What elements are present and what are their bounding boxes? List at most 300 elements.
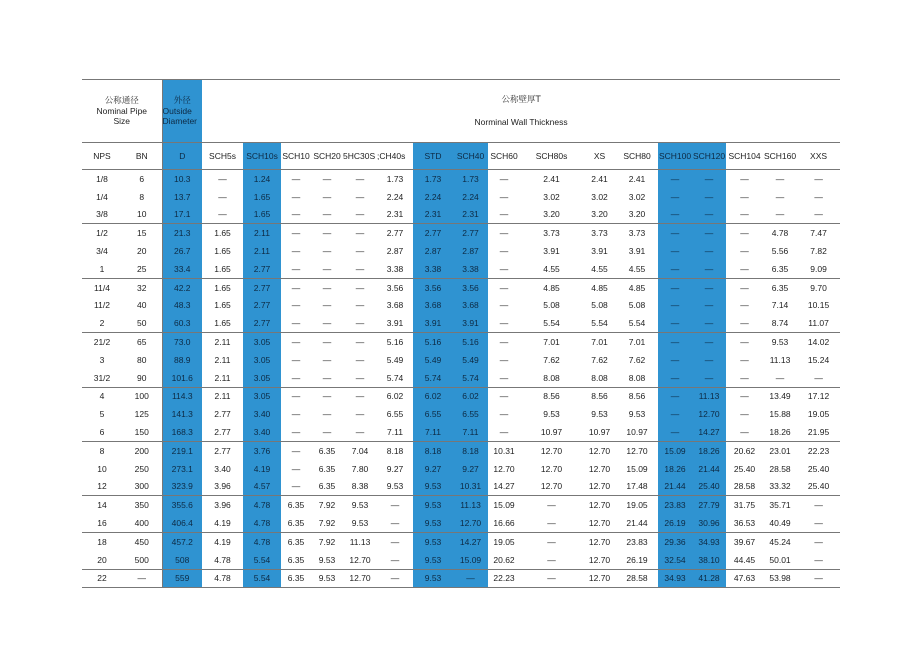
table-cell: 2.77	[243, 314, 281, 332]
table-cell: 3.76	[243, 441, 281, 459]
table-cell: 9.53	[386, 481, 404, 492]
table-cell: —	[499, 263, 509, 274]
table-cell: —	[291, 372, 301, 383]
table-cell: 3/4	[96, 246, 108, 257]
table-cell: 5.74	[413, 369, 453, 387]
table-cell: 1.73	[453, 170, 488, 188]
table-cell: —	[291, 354, 301, 365]
table-cell: —	[281, 278, 311, 296]
table-cell: —	[775, 209, 785, 220]
table-cell: 15.24	[807, 354, 830, 365]
table-cell: 12	[97, 481, 107, 492]
table-cell: —	[488, 333, 520, 351]
table-cell: 6.55	[413, 405, 453, 423]
table-cell: —	[218, 173, 227, 184]
table-cell: 50.01	[769, 554, 791, 565]
table-cell: —	[390, 554, 400, 565]
table-cell: 7.62	[543, 354, 560, 365]
table-cell: 10	[122, 206, 162, 224]
table-row	[82, 423, 840, 441]
table-cell: 1.65	[202, 224, 243, 242]
table-cell: 5.74	[386, 372, 404, 383]
table-cell: 9.53	[413, 478, 453, 496]
table-cell: 3.20	[543, 209, 560, 220]
table-cell: —	[499, 246, 509, 257]
table-cell: 5.54	[543, 318, 560, 329]
table-cell: 2.77	[202, 441, 243, 459]
table-cell: 3.56	[377, 278, 413, 296]
table-cell: 11/2	[94, 300, 110, 311]
table-cell: —	[499, 209, 509, 220]
table-cell: 11.13	[769, 354, 791, 365]
table-cell: 3.40	[243, 405, 281, 423]
table-cell: 141.3	[162, 405, 202, 423]
table-row	[82, 314, 840, 332]
table-cell: 20.62	[493, 554, 515, 565]
column-header-2: D	[162, 143, 202, 170]
table-cell: 9.53	[413, 532, 453, 550]
table-cell: —	[281, 224, 311, 242]
table-cell: 80	[122, 351, 162, 369]
table-cell: 23.01	[763, 441, 797, 459]
table-cell: 10.97	[626, 427, 648, 438]
table-cell: 9.53	[413, 514, 453, 532]
table-cell: 60.3	[162, 314, 202, 332]
table-cell: 8	[82, 441, 122, 459]
table-cell: 3.40	[214, 463, 231, 474]
table-cell: —	[355, 209, 365, 220]
table-cell: 48.3	[162, 297, 202, 315]
table-cell: 10.31	[488, 441, 520, 459]
table-cell: 34.93	[692, 532, 726, 550]
table-cell: 5.16	[453, 333, 488, 351]
table-cell: 3.91	[453, 314, 488, 332]
table-cell: 1.65	[243, 206, 281, 224]
table-cell: —	[658, 423, 692, 441]
table-row	[82, 551, 840, 569]
table-cell: 12.70	[588, 463, 611, 474]
table-cell: —	[692, 206, 726, 224]
wall-header-cn: 公称壁厚T	[501, 95, 541, 105]
table-cell: 28.58	[733, 481, 756, 492]
table-row	[82, 260, 840, 278]
table-cell: 3.05	[243, 369, 281, 387]
table-cell: —	[775, 191, 785, 202]
table-cell: —	[291, 246, 301, 257]
table-cell: 500	[122, 551, 162, 569]
table-cell: 34.93	[658, 569, 692, 588]
table-cell: 3/8	[96, 209, 108, 220]
table-cell: 8.74	[771, 318, 789, 329]
table-cell: —	[814, 209, 823, 220]
table-cell: 2.77	[243, 297, 281, 315]
table-cell: 45.24	[763, 532, 797, 550]
table-cell: —	[726, 387, 763, 405]
table-cell: 355.6	[162, 496, 202, 514]
table-cell: 6.55	[386, 409, 404, 420]
table-cell: 125	[122, 405, 162, 423]
table-cell: 9.53	[763, 333, 797, 351]
table-cell: 7.80	[351, 463, 369, 474]
table-cell: —	[797, 532, 840, 550]
table-cell: 88.9	[162, 351, 202, 369]
table-cell: 2.24	[413, 188, 453, 206]
table-cell: 21.44	[626, 518, 648, 529]
table-cell: 6.35	[318, 463, 336, 474]
table-cell: —	[343, 278, 377, 296]
table-cell: 28.58	[769, 463, 791, 474]
table-cell: 15.88	[769, 409, 791, 420]
table-cell: 9.70	[797, 278, 840, 296]
table-cell: —	[218, 191, 227, 202]
table-cell: —	[122, 569, 162, 588]
table-cell: 1.65	[243, 188, 281, 206]
table-cell: —	[291, 427, 301, 438]
table-cell: 12.70	[583, 532, 616, 550]
table-cell: —	[658, 260, 692, 278]
table-cell: 11.07	[808, 318, 829, 329]
table-cell: 11.13	[453, 496, 488, 514]
table-cell: 14.27	[453, 532, 488, 550]
table-cell: —	[322, 427, 332, 438]
table-row	[82, 170, 840, 188]
table-cell: 38.10	[692, 551, 726, 569]
column-header-13: XS	[583, 143, 616, 170]
table-cell: 3.91	[591, 246, 608, 257]
table-cell: 1.65	[214, 318, 231, 329]
table-cell: 9.09	[810, 263, 827, 274]
table-cell: —	[520, 532, 583, 550]
table-cell: 14.02	[797, 333, 840, 351]
table-cell: 9.53	[351, 518, 369, 529]
table-cell: 21.44	[658, 478, 692, 496]
column-header-4: SCH10s	[243, 143, 281, 170]
table-cell: —	[322, 246, 332, 257]
table-cell: —	[322, 372, 332, 383]
table-cell: 6.02	[453, 387, 488, 405]
table-cell: —	[692, 242, 726, 260]
table-cell: 4.78	[214, 554, 231, 565]
table-cell: 31/2	[93, 372, 111, 383]
table-cell: 5.08	[628, 300, 646, 311]
table-cell: —	[775, 173, 785, 184]
table-cell: 22.23	[797, 441, 840, 459]
table-row	[82, 478, 840, 496]
table-cell: 25.40	[733, 463, 756, 474]
table-cell: 30.96	[692, 514, 726, 532]
table-cell: —	[658, 242, 692, 260]
table-cell: 2.31	[413, 206, 453, 224]
table-cell: 2.77	[243, 260, 281, 278]
table-cell: 5.54	[243, 551, 281, 569]
table-cell: —	[547, 554, 556, 565]
table-cell: —	[322, 409, 332, 420]
table-cell: —	[726, 224, 763, 242]
table-cell: —	[377, 496, 413, 514]
table-cell: 12.70	[616, 441, 658, 459]
table-cell: 20.62	[726, 441, 763, 459]
table-cell: —	[355, 173, 365, 184]
table-cell: 14	[82, 496, 122, 514]
table-row	[82, 532, 840, 550]
table-cell: 6.35	[311, 441, 343, 459]
table-cell: —	[692, 333, 726, 351]
table-cell: 29.36	[658, 532, 692, 550]
table-cell: 1.65	[214, 246, 231, 257]
table-row	[82, 297, 840, 315]
table-cell: —	[311, 333, 343, 351]
table-cell: —	[692, 314, 726, 332]
table-cell: 1/2	[82, 224, 122, 242]
table-row	[82, 405, 840, 423]
table-cell: —	[499, 372, 509, 383]
table-cell: 73.0	[162, 333, 202, 351]
table-cell: 6.55	[453, 405, 488, 423]
table-cell: 3.38	[386, 263, 404, 274]
table-cell: 90	[122, 369, 162, 387]
table-row	[82, 514, 840, 532]
table-cell: 8.38	[351, 481, 369, 492]
table-cell: —	[658, 206, 692, 224]
table-cell: 40	[122, 297, 162, 315]
table-cell: 10.97	[540, 427, 563, 438]
table-row	[82, 242, 840, 260]
table-cell: 2.24	[386, 191, 404, 202]
table-cell: 8.18	[453, 441, 488, 459]
table-cell: 3.91	[413, 314, 453, 332]
table-cell: 3.20	[591, 209, 608, 220]
table-cell: —	[499, 409, 509, 420]
table-cell: 19.05	[616, 496, 658, 514]
table-cell: 8.56	[583, 387, 616, 405]
table-cell: 7.11	[387, 427, 403, 438]
table-cell: 200	[122, 441, 162, 459]
table-cell: —	[488, 224, 520, 242]
table-cell: 25.40	[807, 481, 830, 492]
table-cell: 17.12	[797, 387, 840, 405]
table-row	[82, 188, 840, 206]
table-cell: 6.02	[377, 387, 413, 405]
table-cell: 6.35	[281, 569, 311, 588]
table-cell: 25.40	[692, 478, 726, 496]
table-cell: 150	[122, 423, 162, 441]
table-cell: 4.78	[763, 224, 797, 242]
table-cell: 2.77	[214, 427, 231, 438]
table-cell: 3.40	[243, 423, 281, 441]
schedule-codes-row	[82, 143, 840, 170]
table-cell: 9.53	[318, 554, 336, 565]
table-cell: 39.67	[726, 532, 763, 550]
table-cell: 4.78	[243, 514, 281, 532]
table-cell: 8	[122, 188, 162, 206]
table-cell: 508	[162, 551, 202, 569]
table-cell: 1	[99, 263, 105, 274]
table-cell: 2.31	[386, 209, 404, 220]
table-cell: 3.05	[243, 351, 281, 369]
table-cell: 9.53	[591, 409, 608, 420]
table-cell: —	[499, 427, 509, 438]
table-cell: 6.35	[287, 554, 305, 565]
header-row	[82, 80, 840, 143]
table-cell: 7.92	[311, 496, 343, 514]
table-cell: —	[658, 314, 692, 332]
table-cell: 12.70	[583, 569, 616, 588]
table-cell: 18.26	[658, 460, 692, 478]
table-cell: —	[355, 372, 365, 383]
table-cell: —	[658, 224, 692, 242]
table-cell: 1.73	[386, 173, 404, 184]
table-cell: 7.92	[311, 532, 343, 550]
table-cell: 31.75	[726, 496, 763, 514]
table-cell: —	[775, 372, 785, 383]
table-cell: —	[740, 191, 749, 202]
table-cell: —	[797, 569, 840, 588]
table-cell: 3.05	[243, 387, 281, 405]
table-cell: 2.77	[214, 409, 231, 420]
table-cell: 5.49	[386, 354, 404, 365]
table-cell: 12.70	[588, 554, 611, 565]
table-cell: 12.70	[583, 496, 616, 514]
table-cell: 12.70	[493, 463, 515, 474]
table-cell: —	[692, 224, 726, 242]
column-header-3: SCH5s	[202, 143, 243, 170]
table-cell: 3.02	[628, 191, 646, 202]
column-header-11: SCH60	[488, 143, 520, 170]
table-cell: 4.55	[628, 263, 646, 274]
table-cell: —	[291, 318, 301, 329]
table-row	[82, 224, 840, 242]
table-cell: 1.73	[413, 170, 453, 188]
table-cell: 6.02	[413, 387, 453, 405]
table-cell: 10.15	[807, 300, 830, 311]
column-header-12: SCH80s	[520, 143, 583, 170]
table-cell: 101.6	[162, 369, 202, 387]
table-cell: 5.08	[591, 300, 608, 311]
table-cell: —	[355, 300, 365, 311]
table-cell: 3.38	[453, 260, 488, 278]
table-cell: 2.77	[377, 224, 413, 242]
table-cell: —	[343, 333, 377, 351]
table-cell: 3.96	[202, 496, 243, 514]
table-cell: —	[740, 409, 749, 420]
wall-header-en: Norminal Wall Thickness	[474, 117, 568, 127]
column-header-18: SCH160	[763, 143, 797, 170]
table-cell: 21.3	[162, 224, 202, 242]
table-row	[82, 569, 840, 588]
table-cell: —	[322, 300, 332, 311]
column-header-1: BN	[122, 143, 162, 170]
table-row	[82, 333, 840, 351]
table-cell: 15.09	[453, 551, 488, 569]
column-header-19: XXS	[797, 143, 840, 170]
table-cell: —	[218, 209, 227, 220]
table-cell: 18.26	[769, 427, 791, 438]
table-cell: —	[740, 246, 749, 257]
table-cell: 5.54	[591, 318, 608, 329]
table-cell: —	[453, 569, 488, 588]
table-cell: 2.11	[202, 387, 243, 405]
table-cell: 9.53	[543, 409, 560, 420]
table-cell: —	[658, 387, 692, 405]
nps-header	[82, 80, 162, 143]
table-cell: 5.54	[243, 569, 281, 588]
table-cell: 1.65	[214, 263, 231, 274]
wall-thickness-header	[202, 80, 840, 143]
table-cell: 19.05	[807, 409, 830, 420]
table-cell: 1.65	[202, 278, 243, 296]
table-cell: —	[322, 209, 332, 220]
column-header-10: SCH40	[453, 143, 488, 170]
table-cell: 3.56	[453, 278, 488, 296]
table-cell: —	[355, 409, 365, 420]
table-cell: 2	[99, 318, 105, 329]
table-cell: —	[658, 278, 692, 296]
table-cell: —	[322, 263, 332, 274]
table-cell: 7.62	[591, 354, 608, 365]
table-cell: —	[740, 354, 749, 365]
table-cell: —	[658, 333, 692, 351]
nps-header-en: Nominal Pipe Size	[96, 106, 148, 126]
table-cell: 250	[122, 460, 162, 478]
table-cell: —	[520, 569, 583, 588]
table-cell: 3.68	[386, 300, 404, 311]
table-cell: —	[658, 369, 692, 387]
table-row	[82, 369, 840, 387]
table-cell: 41.28	[692, 569, 726, 588]
table-cell: 12.70	[588, 518, 611, 529]
nps-header-cn: 公称通径	[104, 96, 139, 106]
table-cell: 22	[82, 569, 122, 588]
table-cell: 21/2	[82, 333, 122, 351]
table-cell: 50	[122, 314, 162, 332]
table-cell: —	[311, 224, 343, 242]
table-cell: 9.27	[453, 460, 488, 478]
table-cell: 7.11	[453, 423, 488, 441]
table-cell: 6.35	[771, 263, 789, 274]
table-cell: 7.62	[628, 354, 646, 365]
table-row	[82, 441, 840, 459]
table-cell: 1/8	[96, 173, 108, 184]
table-row	[82, 460, 840, 478]
table-cell: —	[311, 387, 343, 405]
table-cell: 6.35	[281, 532, 311, 550]
table-cell: 3.68	[413, 297, 453, 315]
table-cell: 5.49	[453, 351, 488, 369]
table-cell: 12.70	[692, 405, 726, 423]
table-cell: 26.19	[658, 514, 692, 532]
table-cell: 3.05	[243, 333, 281, 351]
table-cell: 4	[82, 387, 122, 405]
table-cell: 32	[122, 278, 162, 296]
table-cell: —	[740, 173, 749, 184]
table-cell: 8.18	[413, 441, 453, 459]
table-cell: —	[322, 173, 332, 184]
table-cell: —	[692, 260, 726, 278]
table-cell: 16	[97, 518, 107, 529]
table-cell: 35.71	[763, 496, 797, 514]
table-cell: 47.63	[726, 569, 763, 588]
table-cell: 4.19	[214, 518, 231, 529]
od-header	[162, 80, 202, 143]
table-cell: 3.96	[214, 481, 231, 492]
table-cell: —	[291, 409, 301, 420]
table-cell: 33.4	[162, 260, 202, 278]
table-cell: —	[499, 173, 509, 184]
table-cell: 18.26	[692, 441, 726, 459]
table-cell: —	[291, 300, 301, 311]
table-cell: 2.11	[243, 242, 281, 260]
table-cell: 18	[82, 532, 122, 550]
